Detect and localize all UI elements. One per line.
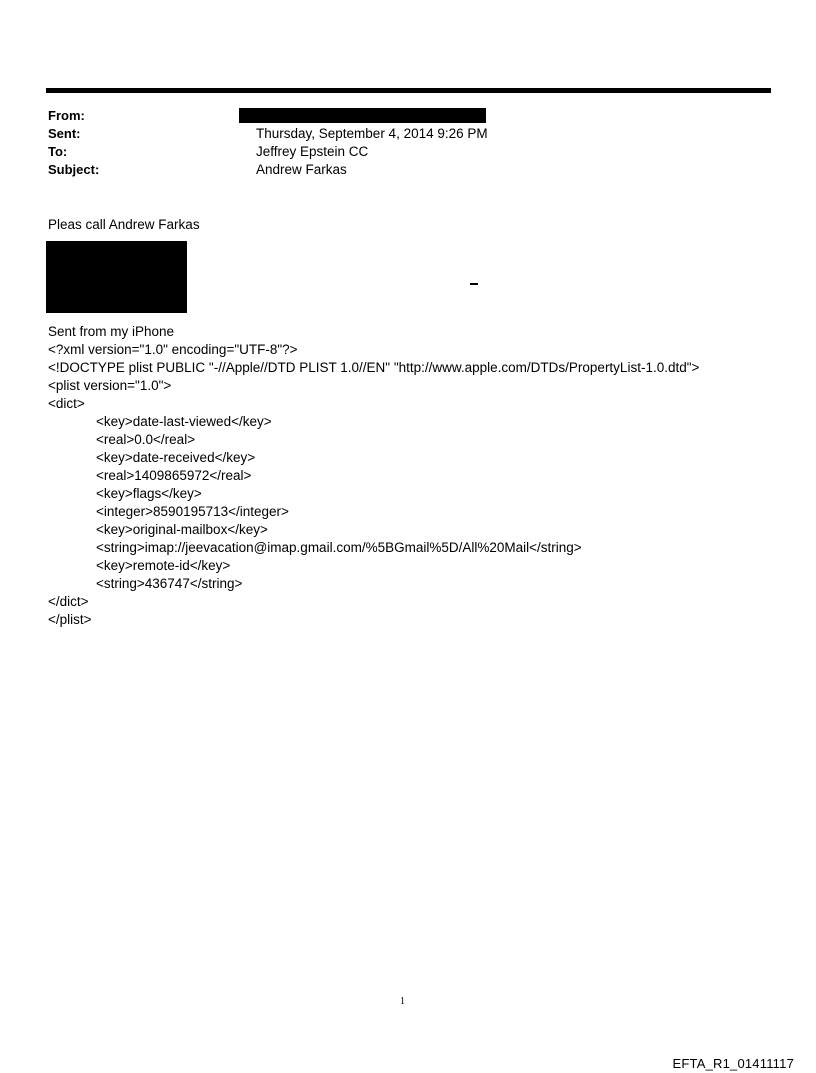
- plist-entry: <key>original-mailbox</key>: [96, 522, 268, 537]
- from-label: From:: [48, 108, 85, 123]
- plist-entry: <integer>8590195713</integer>: [96, 504, 289, 519]
- to-label: To:: [48, 144, 68, 159]
- plist-entry: <key>date-received</key>: [96, 450, 256, 465]
- from-redaction: [239, 108, 486, 123]
- plist-entry: <key>remote-id</key>: [96, 558, 231, 573]
- dict-close: </dict>: [48, 594, 89, 609]
- plist-entry: <string>imap://jeevacation@imap.gmail.com/%5BGmail%5D/All%20Mail</string>: [96, 540, 582, 555]
- plist-open: <plist version="1.0">: [48, 378, 172, 393]
- plist-entry: <real>1409865972</real>: [96, 468, 252, 483]
- bates-number: EFTA_R1_01411117: [672, 1056, 794, 1071]
- plist-close: </plist>: [48, 612, 92, 627]
- xml-declaration: <?xml version="1.0" encoding="UTF-8"?>: [48, 342, 298, 357]
- plist-entry: <key>flags</key>: [96, 486, 202, 501]
- plist-entry: <real>0.0</real>: [96, 432, 196, 447]
- dict-open: <dict>: [48, 396, 85, 411]
- doctype-line: <!DOCTYPE plist PUBLIC "-//Apple//DTD PLIST 1.0//EN" "http://www.apple.com/DTDs/PropertyList-1.0.dtd">: [48, 360, 700, 375]
- sent-label: Sent:: [48, 126, 81, 141]
- subject-label: Subject:: [48, 162, 100, 177]
- signature-text: Sent from my iPhone: [48, 324, 175, 339]
- to-value: Jeffrey Epstein CC: [256, 144, 369, 159]
- image-redaction: [46, 241, 187, 313]
- subject-value: Andrew Farkas: [256, 162, 347, 177]
- message-text: Pleas call Andrew Farkas: [48, 217, 200, 232]
- dash-mark: [470, 283, 478, 285]
- plist-entry: <key>date-last-viewed</key>: [96, 414, 272, 429]
- page-number: 1: [400, 996, 405, 1007]
- plist-entry: <string>436747</string>: [96, 576, 243, 591]
- header-rule: [46, 88, 771, 93]
- sent-value: Thursday, September 4, 2014 9:26 PM: [256, 126, 488, 141]
